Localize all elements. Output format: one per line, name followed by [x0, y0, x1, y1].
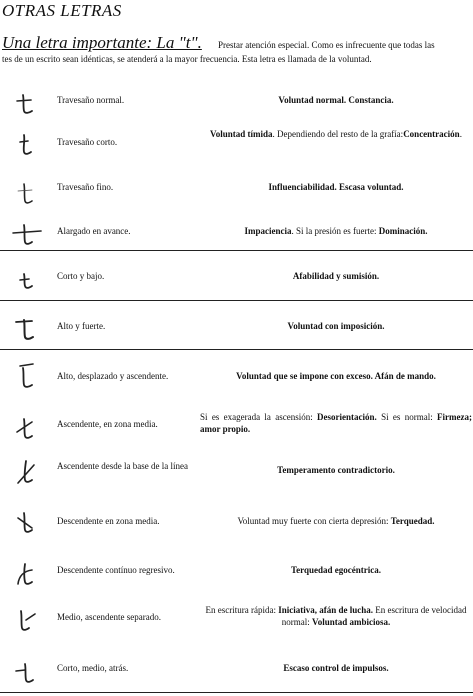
row-label: Corto, medio, atrás.: [57, 663, 129, 673]
row-meaning: Voluntad con imposición.: [287, 321, 385, 331]
row-label: Descendente contínuo regresivo.: [57, 565, 175, 575]
table-row: [0, 600, 473, 640]
section-title: Una letra importante: La "t".: [2, 33, 202, 52]
handwritten-t-icon: [10, 312, 42, 344]
row-meaning: Afabilidad y sumisión.: [292, 271, 380, 281]
table-row: [0, 504, 473, 540]
row-meaning: Impaciencia. Si la presión es fuerte: Dominación.: [244, 226, 428, 236]
row-label: Ascendente desde la base de la línea: [57, 461, 188, 471]
divider: [0, 349, 473, 350]
table-row: [0, 552, 473, 588]
table-row: [0, 358, 473, 394]
table-row: [0, 84, 473, 116]
row-label: Ascendente, en zona media.: [57, 419, 158, 429]
row-label: Alargado en avance.: [57, 226, 131, 236]
handwritten-t-icon: [10, 656, 42, 688]
handwritten-t-icon: [10, 558, 42, 590]
page-title: OTRAS LETRAS: [2, 1, 122, 20]
table-row: [0, 214, 473, 246]
row-meaning: Voluntad muy fuerte con cierta depresión: Terquedad.: [237, 516, 435, 526]
handwritten-t-icon: [10, 412, 42, 444]
row-label: Travesaño corto.: [57, 137, 118, 147]
handwritten-t-icon: [10, 506, 42, 538]
table-row: [0, 172, 473, 204]
row-meaning: Si es exagerada la ascensión: Desorientación. Si es normal: Firmeza; amor propio.: [200, 412, 472, 434]
intro-text: Prestar atención especial. Como es infrecuente que todas las: [218, 40, 435, 50]
handwritten-t-icon: [10, 177, 42, 209]
row-label: Descendente en zona media.: [57, 516, 160, 526]
row-label: Travesaño normal.: [57, 95, 125, 105]
handwritten-t-icon: [10, 128, 42, 160]
table-row: [0, 408, 473, 448]
divider: [0, 250, 473, 251]
table-row: [0, 652, 473, 688]
row-meaning: Temperamento contradictorio.: [277, 465, 395, 475]
handwritten-t-icon: [10, 456, 42, 488]
handwritten-t-icon: [10, 218, 42, 250]
row-meaning: Influenciabilidad. Escasa voluntad.: [268, 182, 404, 192]
row-label: Travesaño fino.: [57, 182, 114, 192]
intro-text-line2: tes de un escrito sean idénticas, se atenderá a la mayor frecuencia. Esta letra es llamada de la voluntad.: [2, 54, 372, 64]
table-row: [0, 306, 473, 342]
row-meaning: En escritura rápida: Iniciativa, afán de lucha. En escritura de velocidad normal: Voluntad ambiciosa.: [205, 605, 467, 627]
table-row: [0, 124, 473, 164]
handwritten-t-icon: [10, 87, 42, 119]
row-meaning: Terquedad egocéntrica.: [291, 565, 381, 575]
row-meaning: Voluntad que se impone con exceso. Afán de mando.: [236, 371, 436, 381]
divider: [0, 692, 473, 693]
row-label: Medio, ascendente separado.: [57, 612, 161, 622]
row-label: Alto, desplazado y ascendente.: [57, 371, 169, 381]
handwritten-t-icon: [10, 604, 42, 636]
row-meaning: Escaso control de impulsos.: [283, 663, 389, 673]
row-meaning: Voluntad tímida. Dependiendo del resto de la grafía:Concentración.: [210, 129, 462, 139]
row-label: Alto y fuerte.: [57, 321, 106, 331]
divider: [0, 300, 473, 301]
handwritten-t-icon: [10, 360, 42, 392]
row-meaning: Voluntad normal. Constancia.: [278, 95, 394, 105]
handwritten-t-icon: [10, 262, 42, 294]
table-row: [0, 452, 473, 492]
row-label: Corto y bajo.: [57, 271, 105, 281]
table-row: [0, 258, 473, 290]
